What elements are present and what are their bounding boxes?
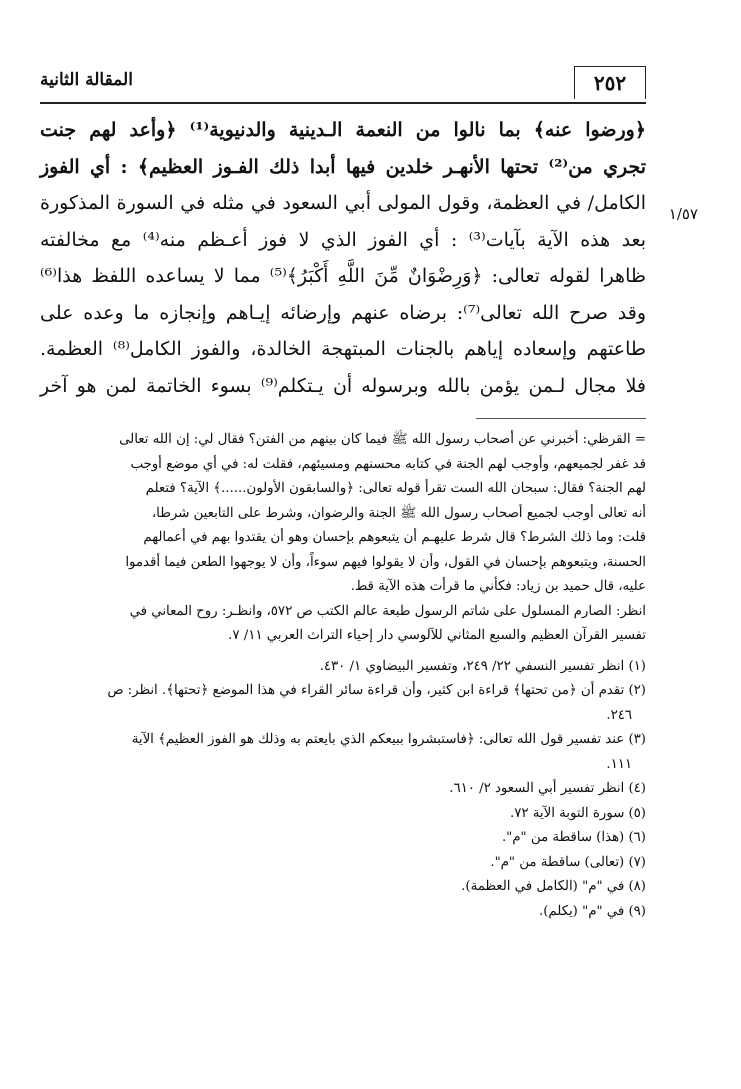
- footnote-separator: [476, 418, 646, 419]
- body-line: فلا مجال لـمن يؤمن بالله وبرسوله أن يـتكلم⁽⁹⁾ بسوء الخاتمة لمن هو آخر: [40, 374, 646, 397]
- page-header: [40, 58, 646, 104]
- body-line: وقد صرح الله تعالى⁽⁷⁾: برضاه عنهم وإرضائه إيـاهم وإنجازه ما وعده على: [40, 301, 646, 324]
- footnote-3: (٣) عند تفسير قول الله تعالى: ﴿فاستبشروا ببيعكم الذي بايعتم به وذلك هو الفوز العظيم﴾ الآية: [131, 732, 646, 747]
- footnote-line: قلت: وما ذلك الشرط؟ قال شرط عليهـم أن يتبعوهم بإحسان وهو أن يقتدوا بهم في أعمالهم: [143, 530, 646, 545]
- page-number: ٢٥٢: [574, 66, 646, 99]
- footnote-line: الحسنة، ويتبعوهم بإحسان في القول، وأن لا يقولوا فيهم سوءاً، وأن لا يوجهوا الطعن فيما أقدموا: [125, 554, 646, 570]
- footnote-4: (٤) انظر تفسير أبي السعود ٢/ ٦١٠.: [449, 781, 646, 796]
- footnotes: [40, 428, 646, 924]
- header-rule: [40, 102, 646, 104]
- body-line: ﴿ورضوا عنه﴾ بما نالوا من النعمة الـدينية والدنيوية⁽¹⁾ ﴿وأعد لهم جنت: [40, 119, 646, 141]
- footnote-line: قد غفر لجميعهم، وأوجب لهم الجنة في كتابه محسنهم ومسيئهم، فقلت له: في أي موضع أوجب: [130, 456, 646, 472]
- footnote-line: عليه، قال حميد بن زياد: فكأني ما قرأت هذه الآية قط.: [350, 579, 646, 594]
- footnote-8: (٨) في "م" (الكامل في العظمة).: [461, 879, 646, 894]
- footnote-5: (٥) سورة التوبة الآية ٧٢.: [510, 805, 646, 821]
- body-line: ظاهرا لقوله تعالى: ﴿وَرِضْوَانٌ مِّنَ اللَّهِ أَكْبَرُ﴾⁽⁵⁾ مما لا يساعده اللفظ هذا⁽⁶⁾: [40, 265, 646, 287]
- footnote-line: انظر: الصارم المسلول على شاتم الرسول طبعة عالم الكتب ص ٥٧٢، وانظـر: روح المعاني في: [129, 603, 646, 619]
- main-text: [40, 112, 646, 404]
- body-line: الكامل/ في العظمة، وقول المولى أبي السعود في مثله في السورة المذكورة: [40, 192, 646, 214]
- footnote-3-cont: ١١١.: [606, 756, 632, 772]
- footnote-line: = القرظي: أخبرني عن أصحاب رسول الله ﷺ فيما كان بينهم من الفتن؟ فقال لي: إن الله تعالى: [119, 432, 646, 447]
- footnote-6: (٦) (هذا) ساقطة من "م".: [501, 830, 646, 845]
- footnote-7: (٧) (تعالى) ساقطة من "م".: [490, 854, 646, 870]
- footnote-1: (١) انظر تفسير النسفي ٢٢/ ٢٤٩، وتفسير البيضاوي ١/ ٤٣٠.: [319, 658, 646, 674]
- margin-folio-note: ١/٥٧: [668, 205, 698, 223]
- footnote-line: أنه تعالى أوجب لجميع أصحاب رسول الله ﷺ الجنة والرضوان، وشرط على التابعين شرطا،: [151, 505, 646, 521]
- footnote-2-cont: ٢٤٦.: [606, 707, 632, 723]
- body-line: تجري من⁽²⁾ تحتها الأنهـر خلدين فيها أبدا ذلك الفـوز العظيم﴾ : أي الفوز: [40, 155, 646, 178]
- footnote-2: (٢) تقدم أن ﴿من تحتها﴾ قراءة ابن كثير، وأن قراءة سائر القراء في هذا الموضع ﴿تحتها﴾. انظر: ص: [107, 683, 646, 698]
- footnote-9: (٩) في "م" (يكلم).: [538, 903, 646, 919]
- footnote-line: تفسير القرآن العظيم والسبع المثاني للآلوسي دار إحياء التراث العربي ١١/ ٧.: [228, 628, 646, 643]
- footnote-line: لهم الجنة؟ فقال: سبحان الله الست تقرأ قوله تعالى: ﴿والسابقون الأولون......﴾ الآية؟ فتعلم: [145, 481, 646, 496]
- body-line: طاعتهم وإسعاده إياهم بالجنات المبتهجة الخالدة، والفوز الكامل⁽⁸⁾ العظمة.: [40, 338, 646, 360]
- running-title: المقالة الثانية: [40, 70, 133, 90]
- body-line: بعد هذه الآية بآيات⁽³⁾ : أي الفوز الذي لا فوز أعـظم منه⁽⁴⁾ مع مخالفته: [40, 228, 647, 251]
